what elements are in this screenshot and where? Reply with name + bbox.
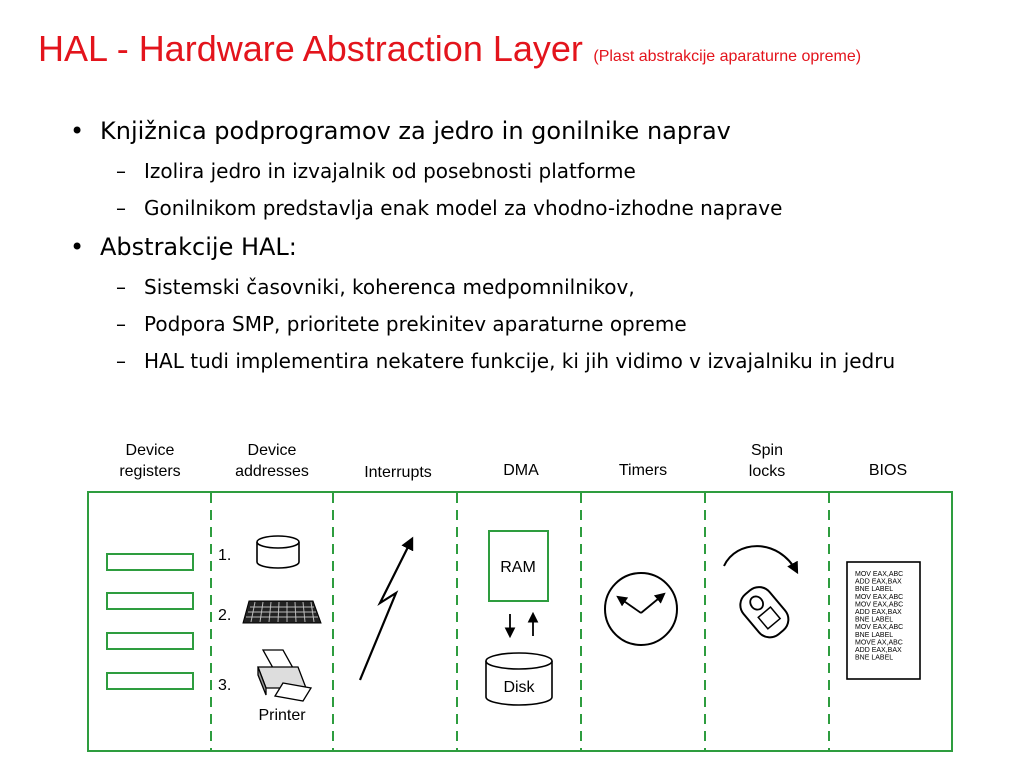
header-spinlocks-line1: Spin [750,442,784,459]
bios-code-line: MOV EAX,ABC [855,593,904,601]
title-subtitle: (Plast abstrakcije aparaturne opreme) [593,48,862,65]
address-number-2: 2. [218,607,232,624]
address-number-1: 1. [218,547,232,564]
sub-bullet-text: Izolira jedro in izvajalnik od posebnosti platforme [144,159,636,183]
bullet-1-text: Knjižnica podprogramov za jedro in gonilnike naprav [100,117,731,145]
sub-bullet-text: HAL tudi implementira nekatere funkcije, ki jih vidimo v izvajalniku in jedru [144,349,896,373]
sub-bullet-text: Podpora SMP, prioritete prekinitev aparaturne opreme [144,312,687,336]
header-dma: DMA [503,462,539,479]
keyboard-icon [243,601,321,623]
sub-bullet-text: Gonilnikom predstavlja enak model za vhodno-izhodne naprave [144,196,783,220]
dash-mark: – [116,196,126,220]
bios-code-line: BNE LABEL [855,616,894,624]
bios-code-line: BNE LABEL [855,631,894,639]
bullet-dot: • [70,117,85,145]
bios-code-line: MOV EAX,ABC [855,624,904,632]
title-main: HAL - Hardware Abstraction Layer [38,28,583,69]
dash-mark: – [116,312,126,336]
bios-listing [847,562,920,679]
register-box [107,593,193,609]
bios-code-line: MOV EAX,ABC [855,601,904,609]
bios-code-line: ADD EAX,BAX [855,647,902,654]
ram-label: RAM [500,559,536,576]
bios-code-line: MOV EAX,ABC [855,571,904,578]
register-box [107,554,193,570]
disk-label: Disk [503,679,535,696]
header-registers-line1: Device [125,442,175,459]
dash-mark: – [116,159,126,183]
header-registers-line2: registers [119,463,181,480]
header-addresses-line1: Device [247,442,297,459]
register-box [107,673,193,689]
register-box [107,633,193,649]
dash-mark: – [116,349,126,373]
header-timers: Timers [618,462,668,479]
column-headers [119,442,907,481]
header-bios: BIOS [868,462,908,479]
dash-mark: – [116,275,126,299]
header-interrupts: Interrupts [364,464,432,481]
disk-cylinder-icon [257,536,299,568]
bios-code-line: ADD EAX,BAX [855,578,902,586]
bullet-2-text: Abstrakcije HAL: [100,233,297,261]
clock-icon [605,573,677,645]
bullet-dot: • [70,233,85,261]
header-spinlocks-line2: locks [748,463,786,480]
bios-code-line: MOVE AX,ABC [855,639,903,647]
printer-label: Printer [258,707,306,724]
sub-bullet-text: Sistemski časovniki, koherenca medpomnilnikov, [144,275,635,299]
address-number-3: 3. [218,677,232,694]
bios-code-line: BNE LABEL [855,654,894,662]
bios-code-line: ADD EAX,BAX [855,609,902,616]
header-addresses-line2: addresses [235,463,309,480]
bios-code-line: BNE LABEL [855,586,894,594]
